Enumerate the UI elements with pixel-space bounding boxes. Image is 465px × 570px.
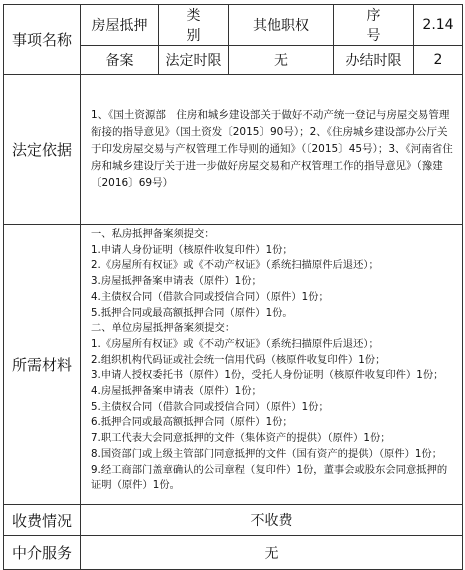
materials-line: 1.《房屋所有权证》或《不动产权证》（系统扫描原件后退还）； bbox=[91, 337, 379, 350]
materials-line: 9.经工商部门盖章确认的公司章程（复印件）1份，董事会或股东会同意抵押的证明（原件）1份。 bbox=[91, 463, 448, 492]
category-value: 其他职权 bbox=[229, 5, 334, 46]
item-name-label: 事项名称 bbox=[4, 5, 81, 75]
legal-basis-row bbox=[4, 75, 463, 225]
materials-line: 4.主债权合同（借款合同或授信合同）（原件）1份； bbox=[91, 290, 329, 303]
agency-value: 无 bbox=[81, 536, 463, 570]
serial-value: 2.14 bbox=[414, 5, 463, 46]
materials-line: 4.房屋抵押备案申请表（原件）1份； bbox=[91, 385, 262, 398]
materials-line: 5.主债权合同（借款合同或授信合同）（原件）1份； bbox=[91, 400, 329, 413]
serial-label: 序 号 bbox=[334, 5, 414, 46]
legal-basis-text: 1、《国土资源部 住房和城乡建设部关于做好不动产统一登记与房屋交易管理衔接的指导意见》（国土资发〔2015〕90号）；2、《住房城乡建设部办公厅关于印发房屋交易与产权管理工作导则的通知》（〔2015〕45号）；3、《河南省住房和城乡建设厅关于进一步做好房屋交易和产权管理工作的指导意见》（豫建〔2016〕69号） bbox=[91, 109, 453, 189]
materials-line: 7.职工代表大会同意抵押的文件（集体资产的提供）（原件）1份； bbox=[91, 432, 391, 445]
legal-basis-content bbox=[81, 75, 463, 225]
completion-time-value: 2 bbox=[414, 46, 463, 75]
materials-line: 2.《房屋所有权证》或《不动产权证》（系统扫描原件后退还）； bbox=[91, 259, 379, 272]
legal-time-value: 无 bbox=[229, 46, 334, 75]
materials-row bbox=[4, 225, 463, 505]
materials-line: 8.国资部门或上级主管部门同意抵押的文件（国有资产的提供）（原件）1份； bbox=[91, 447, 443, 460]
materials-line: 二、单位房屋抵押备案须提交： bbox=[91, 322, 236, 335]
materials-line: 3.申请人授权委托书（原件）1份，受托人身份证明（核原件收复印件）1份； bbox=[91, 369, 444, 382]
materials-line: 一、私房抵押备案须提交： bbox=[91, 228, 215, 240]
materials-line: 6.抵押合同或最高额抵押合同（原件）1份； bbox=[91, 416, 293, 429]
materials-line: 3.房屋抵押备案申请表（原件）1份； bbox=[91, 275, 262, 288]
legal-time-label: 法定时限 bbox=[159, 46, 229, 75]
agency-label: 中介服务 bbox=[4, 536, 81, 570]
fee-row bbox=[4, 505, 463, 536]
fee-label: 收费情况 bbox=[4, 505, 81, 536]
category-label: 类 别 bbox=[159, 5, 229, 46]
item-table bbox=[3, 4, 463, 570]
agency-row bbox=[4, 536, 463, 570]
item-name-value-line1: 房屋抵押 bbox=[81, 5, 159, 46]
item-name-value-line2: 备案 bbox=[81, 46, 159, 75]
materials-line: 1.申请人身份证明（核原件收复印件）1份； bbox=[91, 243, 293, 256]
fee-value: 不收费 bbox=[81, 505, 463, 536]
completion-time-label: 办结时限 bbox=[334, 46, 414, 75]
materials-line: 2.组织机构代码证或社会统一信用代码（核原件收复印件）1份； bbox=[91, 353, 386, 366]
materials-label: 所需材料 bbox=[4, 225, 81, 505]
materials-content bbox=[81, 225, 463, 505]
materials-line: 5.抵押合同或最高额抵押合同（原件）1份。 bbox=[91, 306, 293, 319]
legal-basis-label: 法定依据 bbox=[4, 75, 81, 225]
header-row-1 bbox=[4, 5, 463, 46]
